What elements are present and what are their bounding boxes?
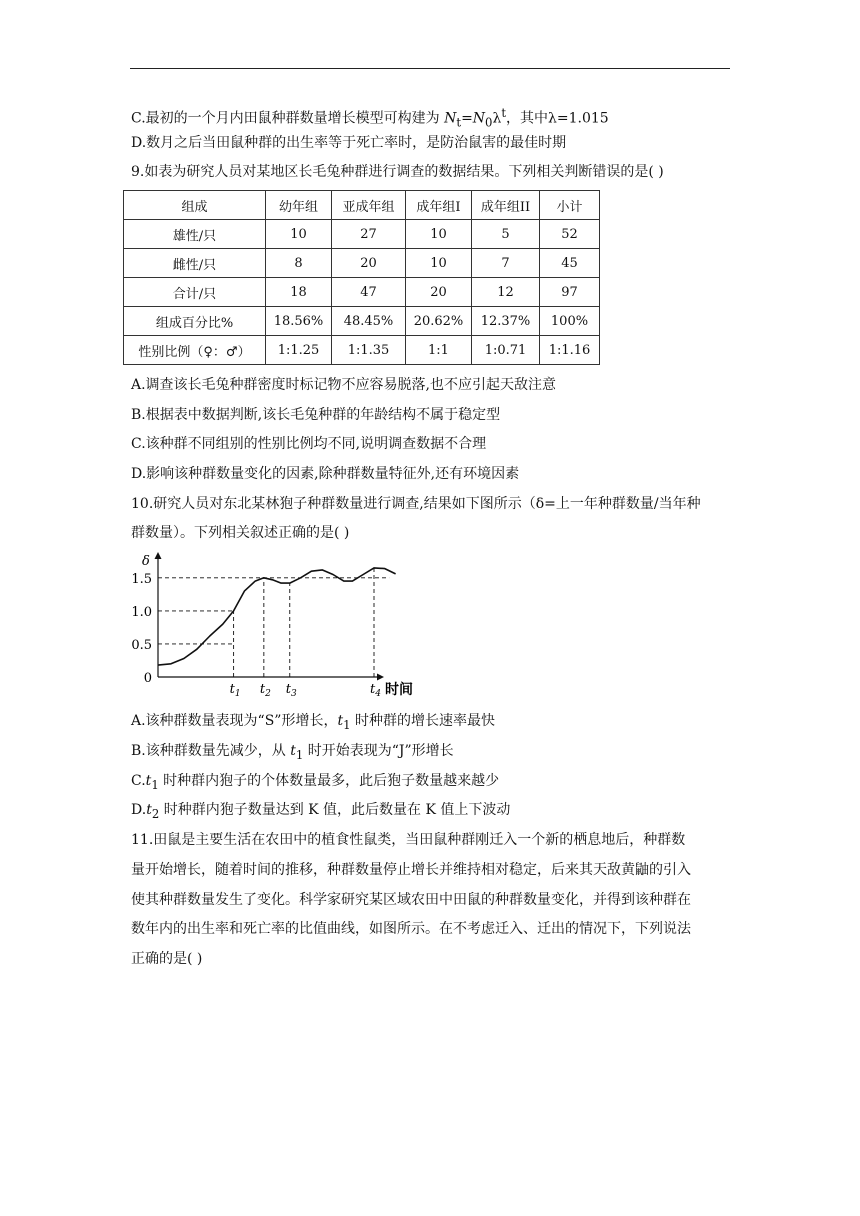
question-9-option-c: C.该种群不同组别的性别比例均不同,说明调查数据不合理 [131, 436, 487, 452]
question-8-option-c: C.最初的一个月内田鼠种群数量增长模型可构建为 $N_t=N_0\lambda^t$，其中λ=1.015 [131, 106, 609, 130]
x-tick-label: $t_4$ [370, 682, 381, 699]
table-cell: 47 [332, 278, 406, 307]
y-axis-arrow [155, 552, 162, 559]
table-cell: 雌性/只 [124, 249, 266, 278]
table-cell: 10 [406, 249, 472, 278]
x-tick-label: $t_3$ [285, 682, 297, 699]
table-row [124, 336, 600, 365]
question-8-option-d: D.数月之后当田鼠种群的出生率等于死亡率时，是防治鼠害的最佳时期 [131, 135, 567, 151]
table-header-cell: 小计 [540, 191, 600, 220]
table-cell: 1:1.35 [332, 336, 406, 365]
x-tick-label: $t_1$ [229, 682, 241, 699]
table-row [124, 307, 600, 336]
table-cell: 45 [540, 249, 600, 278]
table-cell: 1:1.16 [540, 336, 600, 365]
table-cell: 48.45% [332, 307, 406, 336]
delta-curve [158, 568, 396, 665]
y-tick-label: 1.5 [131, 571, 152, 587]
table-cell: 1:0.71 [472, 336, 540, 365]
table-row [124, 220, 600, 249]
table-cell: 20 [406, 278, 472, 307]
table-header-cell: 成年组II [472, 191, 540, 220]
question-10-option-d: $D.t_2$ 时种群内狍子数量达到 K 值，此后数量在 K 值上下波动 [131, 802, 511, 821]
table-cell: 100% [540, 307, 600, 336]
table-cell: 5 [472, 220, 540, 249]
table-cell: 18.56% [266, 307, 332, 336]
table-cell: 合计/只 [124, 278, 266, 307]
table-row [124, 249, 600, 278]
table-header-cell: 亚成年组 [332, 191, 406, 220]
table-cell: 20 [332, 249, 406, 278]
table-header-cell: 幼年组 [266, 191, 332, 220]
table-cell: 雄性/只 [124, 220, 266, 249]
table-cell: 52 [540, 220, 600, 249]
question-11-stem-line-2: 量开始增长，随着时间的推移，种群数量停止增长并维持相对稳定，后来其天敌黄鼬的引入 [131, 862, 691, 878]
table-cell: 20.62% [406, 307, 472, 336]
y-axis-label: δ [142, 554, 150, 569]
table-cell: 10 [406, 220, 472, 249]
question-11-stem-line-1: 11.田鼠是主要生活在农田中的植食性鼠类，当田鼠种群刚迁入一个新的栖息地后，种群数 [131, 832, 686, 848]
table-cell: 27 [332, 220, 406, 249]
rabbit-survey-table [123, 190, 600, 365]
table-cell: 18 [266, 278, 332, 307]
question-9-option-d: D.影响该种群数量变化的因素,除种群数量特征外,还有环境因素 [131, 466, 520, 482]
table-cell: 10 [266, 220, 332, 249]
table-cell: 7 [472, 249, 540, 278]
table-header-row [124, 191, 600, 220]
table-cell: 12.37% [472, 307, 540, 336]
question-10-option-b: B.该种群数量先减少，从 $t_1$ 时开始表现为“J”形增长 [131, 743, 454, 762]
question-9-option-b: B.根据表中数据判断,该长毛兔种群的年龄结构不属于稳定型 [131, 407, 501, 423]
x-axis-arrow [377, 674, 384, 681]
table-header-cell: 成年组I [406, 191, 472, 220]
table-cell: 97 [540, 278, 600, 307]
table-cell: 8 [266, 249, 332, 278]
x-axis-label: 时间 [385, 682, 413, 698]
question-10-option-a: A.该种群数量表现为“S”形增长，$t_1$ 时种群的增长速率最快 [131, 713, 495, 732]
header-rule [130, 68, 730, 69]
question-11-stem-line-5: 正确的是( ) [131, 951, 203, 967]
table-cell: 性别比例（♀：♂） [124, 336, 266, 365]
question-10-stem-line-2: 群数量）。下列相关叙述正确的是( ) [131, 525, 350, 541]
table-cell: 1:1.25 [266, 336, 332, 365]
question-11-stem-line-3: 使其种群数量发生了变化。科学家研究某区域农田中田鼠的种群数量变化，并得到该种群在 [131, 892, 691, 908]
table-cell: 1:1 [406, 336, 472, 365]
table-cell: 12 [472, 278, 540, 307]
question-10-stem-line-1: 10.研究人员对东北某林狍子种群数量进行调查,结果如下图所示（δ=上一年种群数量/当年种 [131, 496, 701, 512]
table-cell: 组成百分比% [124, 307, 266, 336]
y-tick-label: 0 [143, 671, 152, 686]
table-header-cell: 组成 [124, 191, 266, 220]
question-9-stem: 9.如表为研究人员对某地区长毛兔种群进行调查的数据结果。下列相关判断错误的是( ) [131, 164, 664, 180]
delta-chart [128, 548, 413, 704]
question-11-stem-line-4: 数年内的出生率和死亡率的比值曲线，如图所示。在不考虑迁入、迁出的情况下，下列说法 [131, 921, 691, 937]
question-10-option-c: $C.t_1$ 时种群内狍子的个体数量最多，此后狍子数量越来越少 [131, 773, 500, 792]
x-tick-label: $t_2$ [259, 682, 271, 699]
y-tick-label: 1.0 [131, 604, 152, 620]
question-9-option-a: A.调查该长毛兔种群密度时标记物不应容易脱落,也不应引起天敌注意 [131, 377, 557, 393]
y-tick-label: 0.5 [131, 637, 152, 653]
table-row [124, 278, 600, 307]
